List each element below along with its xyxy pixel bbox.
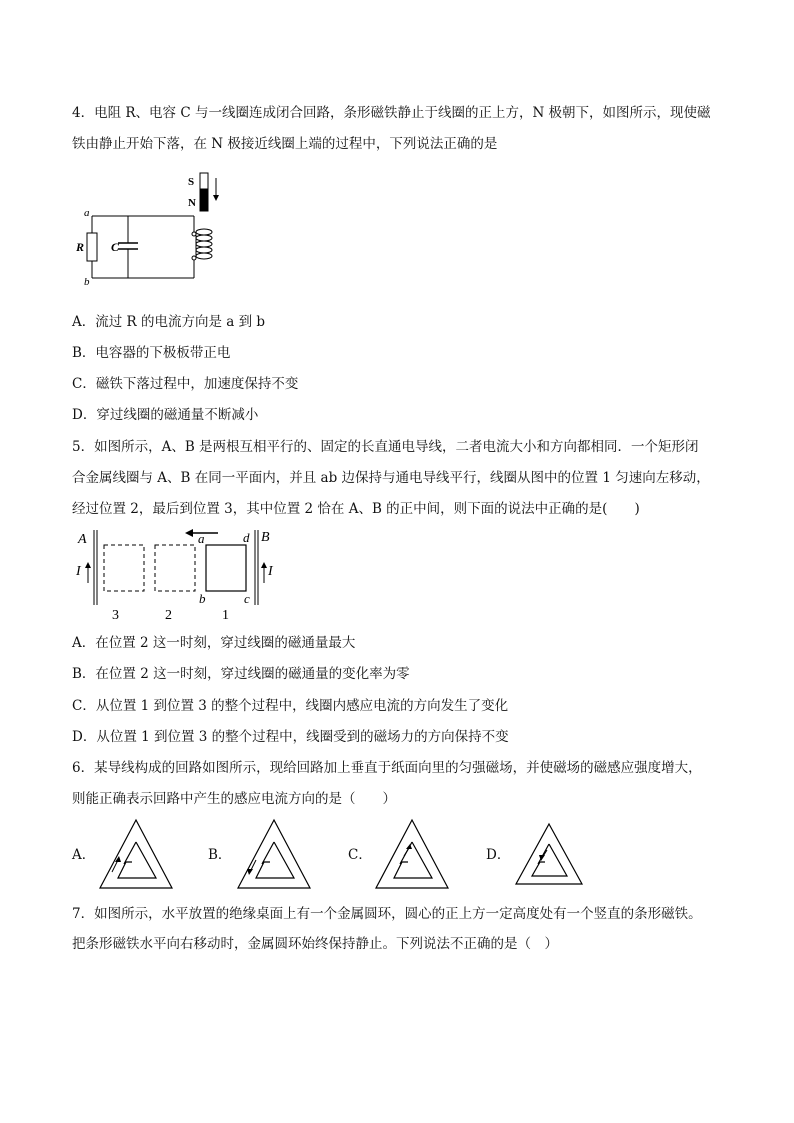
q5-stem-line2: 合金属线圈与 A、B 在同一平面内，并且 ab 边保持与通电导线平行，线圈从图中的位置 1 匀速向左移动，: [72, 470, 710, 486]
label-s: S: [188, 176, 195, 188]
q5-option-b: B．在位置 2 这一时刻，穿过线圈的磁通量的变化率为零: [72, 666, 410, 682]
q7-stem-line2: 把条形磁铁水平向右移动时，金属圆环始终保持静止。下列说法不正确的是（ ）: [72, 936, 558, 952]
q6-option-d-label: D．: [486, 847, 511, 863]
q6-triangle-b: [236, 818, 312, 892]
label-a: a: [198, 531, 205, 546]
label-b: b: [199, 591, 206, 606]
q4-option-b: B．电容器的下极板带正电: [72, 345, 231, 361]
q6-option-b-label: B．: [208, 847, 232, 863]
label-wire-a: A: [78, 532, 87, 547]
q5-option-c: C．从位置 1 到位置 3 的整个过程中，线圈内感应电流的方向发生了变化: [72, 698, 509, 714]
q6-option-a-label: A．: [72, 847, 96, 863]
q5-wires-figure: [72, 525, 282, 625]
q4-stem-line2: 铁由静止开始下落，在 N 极接近线圈上端的过程中，下列说法正确的是: [72, 136, 498, 152]
q6-option-c-label: C．: [348, 847, 372, 863]
magnet-n-half: [200, 189, 208, 211]
q5-option-d: D．从位置 1 到位置 3 的整个过程中，线圈受到的磁场力的方向保持不变: [72, 729, 509, 745]
q6-triangle-a: [98, 818, 174, 892]
label-r: R: [76, 240, 85, 254]
q7-stem-line1: 7．如图所示，水平放置的绝缘桌面上有一个金属圆环，圆心的正上方一定高度处有一个竖直的条形磁铁。: [72, 906, 702, 922]
fall-arrow-head: [213, 195, 219, 201]
label-pos2: 2: [165, 608, 172, 623]
label-a: a: [84, 207, 90, 219]
q5-option-a: A．在位置 2 这一时刻，穿过线圈的磁通量最大: [72, 635, 356, 651]
q4-circuit-figure: [74, 168, 224, 288]
q6-stem-line1: 6．某导线构成的回路如图所示，现给回路加上垂直于纸面向里的匀强磁场，并使磁场的磁感应强度增大，: [72, 760, 702, 776]
q4-option-d: D．穿过线圈的磁通量不断减小: [72, 407, 259, 423]
label-wire-b: B: [261, 530, 270, 545]
label-current-right: I: [268, 564, 273, 579]
q6-triangle-c: [374, 818, 450, 892]
q6-stem-line2: 则能正确表示回路中产生的感应电流方向的是（ ）: [72, 791, 396, 807]
q5-stem-line3: 经过位置 2，最后到位置 3，其中位置 2 恰在 A、B 的正中间，则下面的说法中正确的是( ): [72, 501, 640, 517]
loop-position-1: [206, 545, 246, 591]
label-current-left: I: [76, 564, 81, 579]
label-n: N: [188, 197, 196, 209]
coil: [196, 229, 212, 259]
loop-position-3: [104, 545, 144, 591]
q5-stem-line1: 5．如图所示，A、B 是两根互相平行的、固定的长直通电导线，二者电流大小和方向都相同．一个矩形闭: [72, 439, 699, 455]
q4-stem-line1: 4．电阻 R、电容 C 与一线圈连成闭合回路，条形磁铁静止于线圈的正上方，N 极朝下，如图所示，现使磁: [72, 105, 711, 121]
label-c: C: [111, 240, 120, 254]
resistor-r: [87, 233, 97, 261]
magnet-s-half: [200, 173, 208, 189]
label-c: c: [244, 591, 250, 606]
q4-option-a: A．流过 R 的电流方向是 a 到 b: [72, 314, 266, 330]
label-b: b: [84, 276, 90, 288]
loop-position-2: [155, 545, 195, 591]
q4-option-c: C．磁铁下落过程中，加速度保持不变: [72, 376, 299, 392]
label-pos3: 3: [112, 608, 119, 623]
label-pos1: 1: [222, 608, 229, 623]
q6-triangle-d: [514, 822, 584, 888]
label-d: d: [243, 530, 250, 545]
